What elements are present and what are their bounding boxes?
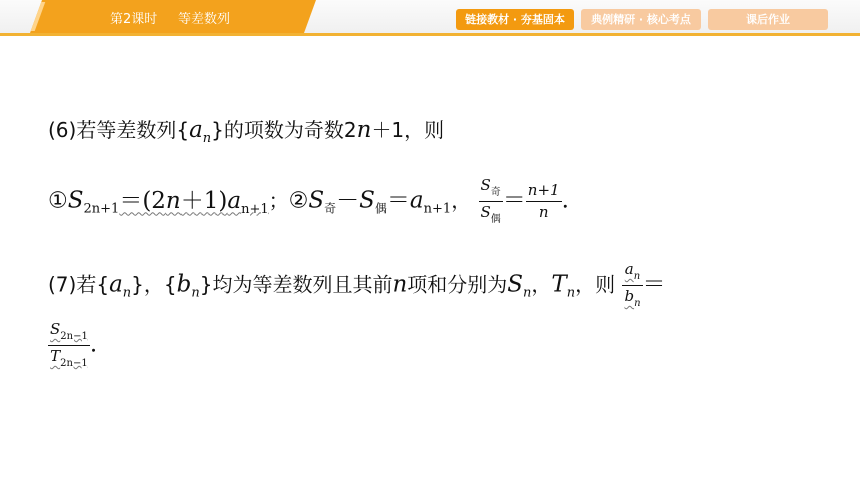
item7-lhs-den: b [624,287,635,305]
formula2-S-even-sub: 偶 [374,201,387,216]
formula3-lhs-num: S [480,176,491,194]
nav-tab-textbook[interactable]: 链接教材 · 夯基固本 [456,9,574,30]
nav-tab-homework[interactable]: 课后作业 [708,9,828,30]
item7-rhs-fraction [48,322,90,369]
item7-lhs-den-sub: n [634,298,641,309]
item6-seq-a: a [189,117,203,143]
item7-statement [48,262,666,309]
formula1-a-sub: n+1 [241,201,269,217]
item7-then: ，则 [575,272,616,297]
formula1-S: S [67,187,84,214]
formula3-lhs-num-sub: 奇 [490,187,501,198]
item7-comma: ， [531,272,552,297]
item6-intro-middle: }的项数为奇数2 [211,118,357,142]
item7-S: S [507,271,524,298]
formula2-marker: ② [288,188,309,214]
top-bar-divider [0,33,860,36]
formula1-a: a [227,187,242,214]
item6-intro [48,114,444,146]
item7-a: a [109,271,123,298]
formula1-eq: ＝(2 [119,187,166,214]
item7-rhs-num: S [50,320,61,338]
lesson-tab [30,0,316,33]
formula1-rhs [119,187,269,217]
item7-mid2: }均为等差数列且其前 [199,272,393,297]
item7-mid1: }，{ [131,272,177,297]
formula2-S-odd-sub: 奇 [324,201,337,216]
formula3-rhs-fraction [526,183,562,220]
item7-lhs-num: a [624,260,634,278]
item7-a-sub: n [122,285,132,301]
item7-mid3: 项和分别为 [407,272,508,297]
formula2-a: a [409,187,424,214]
item7-T: T [551,271,567,298]
item7-rhs-num-sub: 2n−1 [60,331,88,342]
item7-S-sub: n [523,285,532,301]
formula2-minus: － [336,187,360,214]
item7-result [48,322,97,369]
formula2-eq: ＝ [386,187,410,214]
formula3-rhs-num: n+1 [526,183,562,202]
item7-eq: ＝ [642,271,666,298]
item7-n: n [392,271,408,298]
item7-prefix: (7)若{ [48,272,110,297]
item6-intro-n: n [356,117,372,143]
item7-b: b [176,271,192,298]
item7-end: . [89,331,98,358]
formula2-separator: ， [451,188,472,213]
item6-intro-suffix: ＋1，则 [371,118,445,142]
item6-seq-a-sub: n [202,131,212,146]
item7-b-sub: n [191,285,200,301]
formula2-S-even: S [359,187,375,214]
item6-intro-prefix: (6)若等差数列{ [48,118,190,142]
item6-formulas [48,178,569,225]
item7-rhs-den-sub: 2n−1 [60,358,88,369]
formula3-lhs-fraction [479,178,503,225]
item7-lhs-num-sub: n [633,271,641,282]
formula3-eq: ＝ [502,187,526,214]
formula3-rhs-den: n [538,203,549,221]
formula1-separator: ； [268,188,289,213]
lesson-label: 第2课时 [110,12,158,27]
nav-tab-examples[interactable]: 典例精研 · 核心考点 [581,9,701,30]
item7-T-sub: n [566,285,576,301]
item7-lhs-fraction [622,262,642,309]
item7-rhs-den: T [50,347,61,365]
formula2-a-sub: n+1 [423,201,452,217]
formula1-n: n [165,187,181,214]
formula1-plus: ＋1) [180,187,228,214]
formula3-lhs-den: S [480,203,491,221]
formula3-lhs-den-sub: 偶 [490,214,501,225]
lesson-title: 等差数列 [178,12,231,27]
formula3-end: . [561,187,569,214]
formula1-S-sub: 2n+1 [83,201,120,217]
formula2-S-odd: S [308,187,325,214]
formula1-marker: ① [48,188,68,214]
